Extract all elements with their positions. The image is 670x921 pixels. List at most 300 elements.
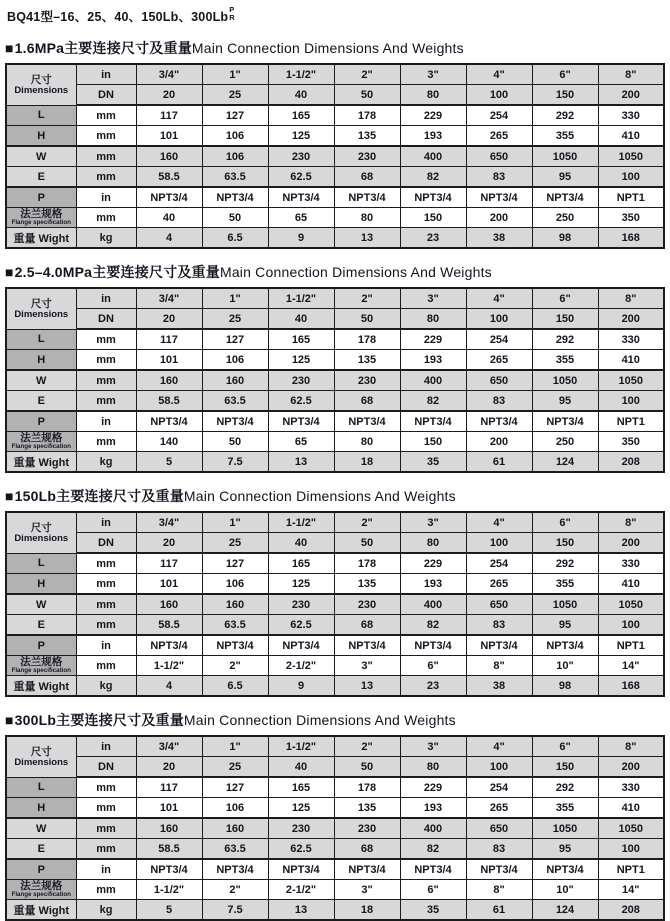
table-header-row-in xyxy=(6,512,664,533)
value-cell: 410 xyxy=(598,574,664,595)
value-cell: 178 xyxy=(334,553,400,574)
unit-cell: mm xyxy=(76,329,136,350)
unit-cell: mm xyxy=(76,370,136,391)
unit-cell: in xyxy=(76,512,136,533)
col-header-dn: 200 xyxy=(598,757,664,778)
col-header-dn: 50 xyxy=(334,757,400,778)
col-header-inch: 3/4" xyxy=(136,288,202,309)
row-label-flange xyxy=(6,880,76,900)
value-cell: 160 xyxy=(202,594,268,615)
flange-label-en: Flange specification xyxy=(11,891,71,899)
value-cell: 150 xyxy=(400,432,466,452)
table-row xyxy=(6,615,664,636)
value-cell: 193 xyxy=(400,126,466,147)
value-cell: 101 xyxy=(136,350,202,371)
unit-cell: mm xyxy=(76,391,136,412)
value-cell: 117 xyxy=(136,553,202,574)
row-label: 重量 Wight xyxy=(6,228,76,249)
value-cell: 106 xyxy=(202,574,268,595)
value-cell: 193 xyxy=(400,574,466,595)
section-title xyxy=(5,710,665,730)
value-cell: 230 xyxy=(268,146,334,167)
value-cell: 61 xyxy=(466,900,532,921)
unit-cell: mm xyxy=(76,350,136,371)
value-cell: 4 xyxy=(136,228,202,249)
value-cell: NPT3/4 xyxy=(466,411,532,432)
col-header-inch: 1-1/2" xyxy=(268,736,334,757)
value-cell: 23 xyxy=(400,228,466,249)
value-cell: 82 xyxy=(400,167,466,188)
value-cell: 292 xyxy=(532,105,598,126)
value-cell: 400 xyxy=(400,818,466,839)
value-cell: 2" xyxy=(202,656,268,676)
unit-cell: mm xyxy=(76,208,136,228)
value-cell: 355 xyxy=(532,126,598,147)
dimensions-label-en: Dimensions xyxy=(14,308,69,320)
unit-cell: mm xyxy=(76,615,136,636)
value-cell: 83 xyxy=(466,615,532,636)
col-header-inch: 3" xyxy=(400,512,466,533)
value-cell: 5 xyxy=(136,452,202,473)
value-cell: 254 xyxy=(466,329,532,350)
value-cell: 8" xyxy=(466,656,532,676)
value-cell: 135 xyxy=(334,350,400,371)
value-cell: 83 xyxy=(466,839,532,860)
unit-cell: mm xyxy=(76,818,136,839)
value-cell: 5 xyxy=(136,900,202,921)
value-cell: 68 xyxy=(334,391,400,412)
value-cell: 106 xyxy=(202,798,268,819)
value-cell: 50 xyxy=(202,432,268,452)
col-header-inch: 4" xyxy=(466,64,532,85)
value-cell: 400 xyxy=(400,146,466,167)
value-cell: 230 xyxy=(268,370,334,391)
value-cell: 127 xyxy=(202,777,268,798)
section-title-en: Main Connection Dimensions And Weights xyxy=(183,712,456,728)
col-header-inch: 3/4" xyxy=(136,64,202,85)
col-header-inch: 4" xyxy=(466,736,532,757)
value-cell: 160 xyxy=(202,818,268,839)
col-header-inch: 2" xyxy=(334,64,400,85)
table-row xyxy=(6,432,664,452)
value-cell: 65 xyxy=(268,432,334,452)
value-cell: 350 xyxy=(598,432,664,452)
value-cell: 13 xyxy=(268,900,334,921)
value-cell: NPT1 xyxy=(598,635,664,656)
value-cell: NPT3/4 xyxy=(532,411,598,432)
unit-cell: in xyxy=(76,736,136,757)
value-cell: 265 xyxy=(466,574,532,595)
table-row xyxy=(6,370,664,391)
value-cell: 6" xyxy=(400,656,466,676)
value-cell: 254 xyxy=(466,553,532,574)
col-header-inch: 1" xyxy=(202,736,268,757)
row-label: H xyxy=(6,126,76,147)
value-cell: NPT3/4 xyxy=(532,635,598,656)
value-cell: 82 xyxy=(400,391,466,412)
row-label: L xyxy=(6,553,76,574)
section-1-6mpa xyxy=(5,38,665,249)
value-cell: 62.5 xyxy=(268,615,334,636)
col-header-dn: 50 xyxy=(334,309,400,330)
col-header-dn: 100 xyxy=(466,533,532,554)
value-cell: 230 xyxy=(268,594,334,615)
value-cell: 58.5 xyxy=(136,391,202,412)
value-cell: 82 xyxy=(400,839,466,860)
col-header-inch: 1" xyxy=(202,64,268,85)
table-row xyxy=(6,187,664,208)
col-header-inch: 8" xyxy=(598,64,664,85)
value-cell: 125 xyxy=(268,350,334,371)
value-cell: 95 xyxy=(532,615,598,636)
value-cell: 208 xyxy=(598,900,664,921)
value-cell: 95 xyxy=(532,839,598,860)
table-row xyxy=(6,391,664,412)
col-header-dn: 150 xyxy=(532,85,598,106)
value-cell: 135 xyxy=(334,798,400,819)
value-cell: NPT3/4 xyxy=(400,635,466,656)
value-cell: NPT3/4 xyxy=(268,411,334,432)
dimensions-label-cn: 尺寸 xyxy=(30,745,52,758)
value-cell: NPT1 xyxy=(598,187,664,208)
unit-cell: DN xyxy=(76,309,136,330)
col-header-dn: 150 xyxy=(532,309,598,330)
value-cell: 106 xyxy=(202,126,268,147)
row-label: P xyxy=(6,859,76,880)
col-header-inch: 8" xyxy=(598,512,664,533)
table-row xyxy=(6,656,664,676)
value-cell: 38 xyxy=(466,676,532,697)
value-cell: 117 xyxy=(136,105,202,126)
section-2-5-4-0mpa xyxy=(5,262,665,473)
table-row xyxy=(6,594,664,615)
unit-cell: in xyxy=(76,64,136,85)
row-label: P xyxy=(6,635,76,656)
value-cell: 68 xyxy=(334,167,400,188)
value-cell: 410 xyxy=(598,798,664,819)
value-cell: NPT3/4 xyxy=(136,859,202,880)
table-row xyxy=(6,228,664,249)
value-cell: 350 xyxy=(598,208,664,228)
col-header-dn: 80 xyxy=(400,85,466,106)
table-header-row-in xyxy=(6,736,664,757)
table-row xyxy=(6,676,664,697)
table-header-row-dn xyxy=(6,309,664,330)
value-cell: 9 xyxy=(268,228,334,249)
square-bullet-icon: ■ xyxy=(5,40,14,56)
value-cell: 127 xyxy=(202,329,268,350)
value-cell: NPT3/4 xyxy=(202,411,268,432)
unit-cell: kg xyxy=(76,228,136,249)
dimensions-label-en: Dimensions xyxy=(14,756,69,768)
col-header-dn: 40 xyxy=(268,85,334,106)
value-cell: 125 xyxy=(268,798,334,819)
row-label-flange xyxy=(6,656,76,676)
value-cell: 140 xyxy=(136,432,202,452)
value-cell: 6" xyxy=(400,880,466,900)
value-cell: 165 xyxy=(268,777,334,798)
value-cell: 168 xyxy=(598,228,664,249)
table-row xyxy=(6,329,664,350)
value-cell: 100 xyxy=(598,391,664,412)
table-row xyxy=(6,146,664,167)
flange-label-cn: 法兰规格 xyxy=(20,432,63,445)
table-row xyxy=(6,818,664,839)
section-title-cn: 2.5–4.0MPa主要连接尺寸及重量 xyxy=(14,264,220,280)
section-150lb xyxy=(5,486,665,697)
value-cell: NPT1 xyxy=(598,859,664,880)
unit-cell: mm xyxy=(76,167,136,188)
value-cell: 150 xyxy=(400,208,466,228)
col-header-dn: 40 xyxy=(268,757,334,778)
row-label: E xyxy=(6,839,76,860)
value-cell: 63.5 xyxy=(202,167,268,188)
value-cell: 13 xyxy=(334,676,400,697)
value-cell: 101 xyxy=(136,798,202,819)
value-cell: 62.5 xyxy=(268,391,334,412)
value-cell: NPT1 xyxy=(598,411,664,432)
document-title-text: BQ41型–16、25、40、150Lb、300Lb xyxy=(7,10,229,24)
value-cell: 229 xyxy=(400,777,466,798)
col-header-inch: 1-1/2" xyxy=(268,64,334,85)
value-cell: NPT3/4 xyxy=(268,859,334,880)
value-cell: 250 xyxy=(532,208,598,228)
value-cell: 82 xyxy=(400,615,466,636)
row-label: E xyxy=(6,391,76,412)
value-cell: 200 xyxy=(466,208,532,228)
col-header-dn: 200 xyxy=(598,309,664,330)
table-row xyxy=(6,859,664,880)
value-cell: 58.5 xyxy=(136,615,202,636)
unit-cell: in xyxy=(76,411,136,432)
value-cell: 10" xyxy=(532,880,598,900)
value-cell: 80 xyxy=(334,208,400,228)
value-cell: 14" xyxy=(598,880,664,900)
col-header-dn: 25 xyxy=(202,309,268,330)
row-label: E xyxy=(6,167,76,188)
value-cell: NPT3/4 xyxy=(400,187,466,208)
value-cell: 3" xyxy=(334,880,400,900)
value-cell: 250 xyxy=(532,432,598,452)
value-cell: 229 xyxy=(400,105,466,126)
section-title-en: Main Connection Dimensions And Weights xyxy=(183,488,456,504)
value-cell: 98 xyxy=(532,676,598,697)
col-header-dn: 25 xyxy=(202,85,268,106)
value-cell: 160 xyxy=(136,594,202,615)
dimensions-table-300lb xyxy=(5,735,665,921)
unit-cell: kg xyxy=(76,676,136,697)
table-header-row-dn xyxy=(6,533,664,554)
value-cell: 254 xyxy=(466,105,532,126)
row-label: 重量 Wight xyxy=(6,676,76,697)
value-cell: NPT3/4 xyxy=(532,187,598,208)
col-header-inch: 4" xyxy=(466,288,532,309)
value-cell: NPT3/4 xyxy=(334,635,400,656)
value-cell: 160 xyxy=(136,818,202,839)
row-label: W xyxy=(6,370,76,391)
value-cell: 65 xyxy=(268,208,334,228)
section-title-en: Main Connection Dimensions And Weights xyxy=(219,264,492,280)
value-cell: 230 xyxy=(334,818,400,839)
value-cell: NPT3/4 xyxy=(532,859,598,880)
col-header-inch: 3" xyxy=(400,736,466,757)
value-cell: 100 xyxy=(598,839,664,860)
row-label: L xyxy=(6,105,76,126)
value-cell: 35 xyxy=(400,452,466,473)
row-label: P xyxy=(6,187,76,208)
row-label: W xyxy=(6,594,76,615)
value-cell: 292 xyxy=(532,777,598,798)
value-cell: 14" xyxy=(598,656,664,676)
value-cell: NPT3/4 xyxy=(334,411,400,432)
row-label: L xyxy=(6,777,76,798)
value-cell: NPT3/4 xyxy=(466,635,532,656)
value-cell: 1050 xyxy=(532,818,598,839)
value-cell: 230 xyxy=(268,818,334,839)
value-cell: 117 xyxy=(136,329,202,350)
value-cell: 178 xyxy=(334,329,400,350)
value-cell: 410 xyxy=(598,126,664,147)
table-row xyxy=(6,839,664,860)
value-cell: NPT3/4 xyxy=(202,635,268,656)
value-cell: 292 xyxy=(532,329,598,350)
value-cell: 124 xyxy=(532,452,598,473)
value-cell: 117 xyxy=(136,777,202,798)
row-label: L xyxy=(6,329,76,350)
value-cell: 165 xyxy=(268,105,334,126)
value-cell: 330 xyxy=(598,777,664,798)
table-header-row-in xyxy=(6,288,664,309)
col-header-inch: 8" xyxy=(598,288,664,309)
col-header-dn: 20 xyxy=(136,85,202,106)
value-cell: 50 xyxy=(202,208,268,228)
col-header-inch: 2" xyxy=(334,512,400,533)
value-cell: NPT3/4 xyxy=(334,187,400,208)
row-label: H xyxy=(6,574,76,595)
value-cell: 1050 xyxy=(598,818,664,839)
dimensions-label-cn: 尺寸 xyxy=(30,73,52,86)
col-header-dn: 150 xyxy=(532,533,598,554)
unit-cell: mm xyxy=(76,574,136,595)
section-title xyxy=(5,262,665,282)
col-header-dn: 100 xyxy=(466,309,532,330)
value-cell: 1050 xyxy=(532,594,598,615)
value-cell: 229 xyxy=(400,329,466,350)
row-label: H xyxy=(6,798,76,819)
value-cell: 650 xyxy=(466,818,532,839)
dimensions-table-2-5-4-0mpa xyxy=(5,287,665,473)
col-header-inch: 1" xyxy=(202,512,268,533)
value-cell: 63.5 xyxy=(202,391,268,412)
value-cell: 254 xyxy=(466,777,532,798)
col-header-inch: 2" xyxy=(334,288,400,309)
value-cell: 400 xyxy=(400,370,466,391)
table-row xyxy=(6,900,664,921)
value-cell: 1-1/2" xyxy=(136,880,202,900)
value-cell: 63.5 xyxy=(202,615,268,636)
row-label: 重量 Wight xyxy=(6,452,76,473)
col-header-dn: 40 xyxy=(268,533,334,554)
col-header-dn: 50 xyxy=(334,533,400,554)
table-row xyxy=(6,574,664,595)
value-cell: 1050 xyxy=(598,370,664,391)
value-cell: 160 xyxy=(202,370,268,391)
flange-label-en: Flange specification xyxy=(11,219,71,227)
col-header-inch: 3" xyxy=(400,64,466,85)
value-cell: NPT3/4 xyxy=(400,859,466,880)
title-subscript: R xyxy=(229,12,235,22)
row-label-flange xyxy=(6,208,76,228)
value-cell: NPT3/4 xyxy=(136,411,202,432)
row-label: E xyxy=(6,615,76,636)
unit-cell: DN xyxy=(76,533,136,554)
document-title xyxy=(7,7,665,25)
value-cell: 100 xyxy=(598,167,664,188)
unit-cell: DN xyxy=(76,757,136,778)
unit-cell: mm xyxy=(76,594,136,615)
flange-label-en: Flange specification xyxy=(11,667,71,675)
value-cell: 106 xyxy=(202,350,268,371)
value-cell: 62.5 xyxy=(268,839,334,860)
value-cell: 127 xyxy=(202,105,268,126)
value-cell: 1-1/2" xyxy=(136,656,202,676)
table-header-row-dn xyxy=(6,757,664,778)
value-cell: 18 xyxy=(334,452,400,473)
unit-cell: mm xyxy=(76,146,136,167)
col-header-dn: 200 xyxy=(598,533,664,554)
section-300lb xyxy=(5,710,665,921)
value-cell: 330 xyxy=(598,329,664,350)
dimensions-header-cell xyxy=(6,288,76,329)
section-title xyxy=(5,38,665,58)
unit-cell: in xyxy=(76,635,136,656)
section-title-cn: 150Lb主要连接尺寸及重量 xyxy=(14,488,184,504)
unit-cell: mm xyxy=(76,656,136,676)
unit-cell: in xyxy=(76,288,136,309)
col-header-inch: 8" xyxy=(598,736,664,757)
value-cell: NPT3/4 xyxy=(202,187,268,208)
flange-label-cn: 法兰规格 xyxy=(20,656,63,669)
value-cell: NPT3/4 xyxy=(136,635,202,656)
value-cell: 2-1/2" xyxy=(268,656,334,676)
value-cell: 1050 xyxy=(598,146,664,167)
value-cell: 101 xyxy=(136,126,202,147)
table-header-row-dn xyxy=(6,85,664,106)
value-cell: NPT3/4 xyxy=(268,187,334,208)
col-header-inch: 6" xyxy=(532,288,598,309)
value-cell: 61 xyxy=(466,452,532,473)
value-cell: 83 xyxy=(466,167,532,188)
value-cell: 165 xyxy=(268,553,334,574)
value-cell: 2" xyxy=(202,880,268,900)
col-header-dn: 80 xyxy=(400,757,466,778)
value-cell: 10" xyxy=(532,656,598,676)
value-cell: 208 xyxy=(598,452,664,473)
row-label: 重量 Wight xyxy=(6,900,76,921)
value-cell: 178 xyxy=(334,105,400,126)
dimensions-table-1-6mpa xyxy=(5,63,665,249)
title-superscript: P xyxy=(229,5,235,14)
flange-label-cn: 法兰规格 xyxy=(20,208,63,221)
value-cell: 35 xyxy=(400,900,466,921)
flange-label-en: Flange specification xyxy=(11,443,71,451)
col-header-inch: 1-1/2" xyxy=(268,512,334,533)
row-label: W xyxy=(6,146,76,167)
dimensions-label-en: Dimensions xyxy=(14,532,69,544)
col-header-dn: 80 xyxy=(400,309,466,330)
value-cell: 355 xyxy=(532,798,598,819)
value-cell: 95 xyxy=(532,391,598,412)
